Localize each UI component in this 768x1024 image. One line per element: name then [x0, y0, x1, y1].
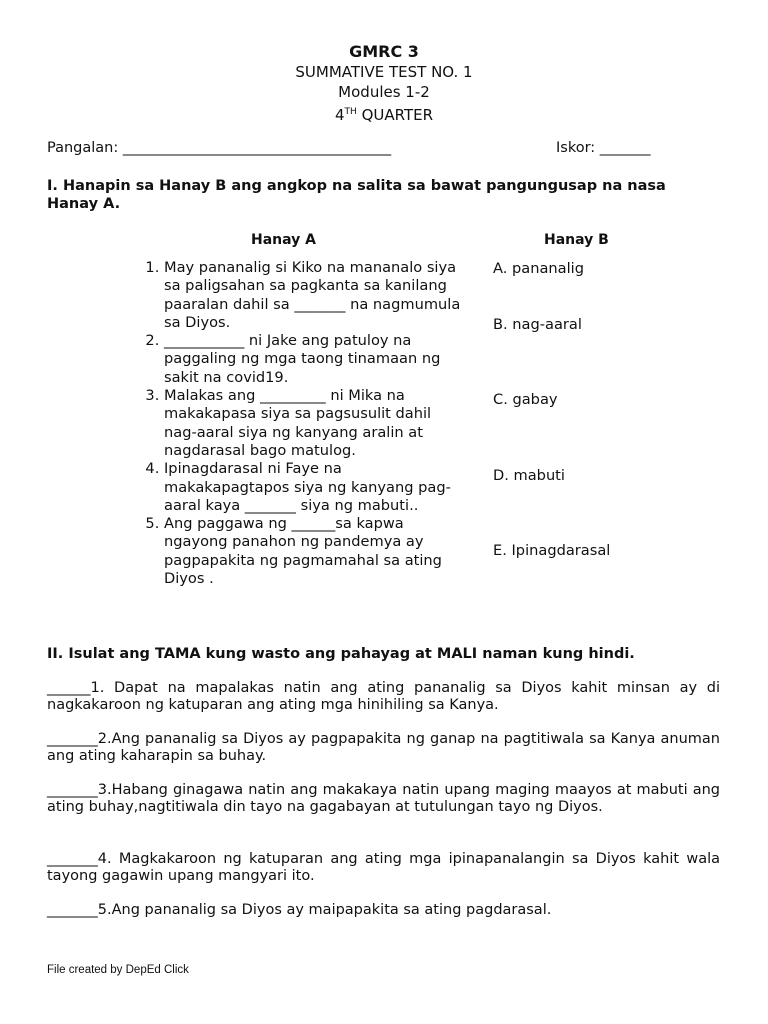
quarter-label: 4TH QUARTER — [334, 106, 434, 124]
column-a-item: 2. ___________ ni Jake ang patuloy na paggaling ng mga taong tinamaan ng sakit na covid19. — [164, 332, 464, 387]
column-a-item: 4. Ipinagdarasal ni Faye na makakapagtapos siya ng kanyang pag-aaral kaya _______ siya ng mabuti.. — [164, 460, 464, 515]
column-b-item: C. gabay — [493, 391, 558, 408]
subject-title: GMRC 3 — [349, 42, 419, 61]
test-subtitle: SUMMATIVE TEST NO. 1 — [295, 63, 473, 81]
true-false-item: _______4. Magkakaroon ng katuparan ang ating mga ipinapanalangin sa Diyos kahit wala tayong gagawin upang mangyari ito. — [47, 851, 720, 884]
test-header — [0, 42, 768, 125]
section1-instruction: I. Hanapin sa Hanay B ang angkop na salita sa bawat pangungusap na nasa Hanay A. — [47, 178, 666, 212]
column-b-item: A. pananalig — [493, 260, 584, 277]
column-a-item: 1. May pananalig si Kiko na mananalo siya sa paligsahan sa pagkanta sa kanilang paaralan dahil sa _______ na nagmumula sa Diyos. — [164, 259, 464, 332]
true-false-item: _______3.Habang ginagawa natin ang makakaya natin upang maging maayos at mabuti ang ating buhay,nagtitiwala din tayo na gagabayan at tutulungan tayo ng Diyos. — [47, 782, 720, 815]
column-b-item: D. mabuti — [493, 467, 565, 484]
true-false-item: _______2.Ang pananalig sa Diyos ay pagpapakita ng ganap na pagtitiwala sa Kanya anuman ang ating kaharapin sa buhay. — [47, 731, 720, 764]
modules-label: Modules 1-2 — [338, 83, 430, 101]
name-field[interactable]: Pangalan: _____________________________________ — [47, 140, 392, 156]
footer-credit: File created by DepEd Click — [47, 964, 189, 976]
column-a-item: 5. Ang paggawa ng ______sa kapwa ngayong panahon ng pandemya ay pagpapakita ng pagmamahal sa ating Diyos . — [164, 515, 464, 588]
column-a-header: Hanay A — [251, 232, 316, 248]
column-b-item: E. Ipinagdarasal — [493, 542, 611, 559]
score-field[interactable]: Iskor: _______ — [556, 140, 651, 156]
column-a-items — [144, 259, 464, 588]
section2-instruction: II. Isulat ang TAMA kung wasto ang pahayag at MALI naman kung hindi. — [47, 646, 635, 662]
column-b-item: B. nag-aaral — [493, 316, 582, 333]
true-false-item: _______5.Ang pananalig sa Diyos ay maipapakita sa ating pagdarasal. — [47, 902, 552, 918]
column-b-header: Hanay B — [544, 232, 609, 248]
column-a-item: 3. Malakas ang _________ ni Mika na makakapasa siya sa pagsusulit dahil nag-aaral siya ng kanyang aralin at nagdarasal bago matulog. — [164, 387, 464, 460]
true-false-item: ______1. Dapat na mapalakas natin ang ating pananalig sa Diyos kahit minsan ay di nagkakaroon ng katuparan ang ating mga hinihiling sa Kanya. — [47, 680, 720, 713]
